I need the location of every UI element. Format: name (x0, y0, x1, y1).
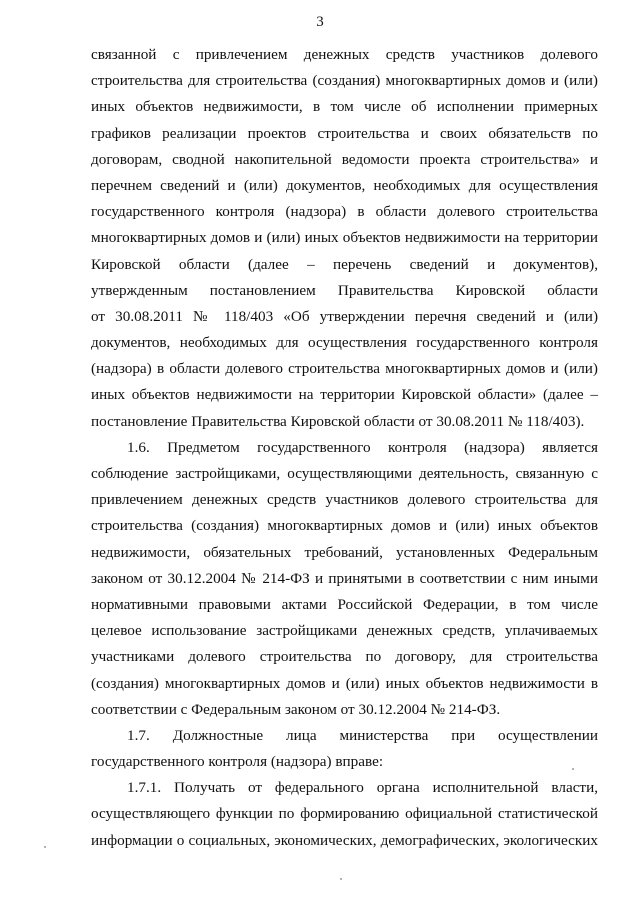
scan-speck (44, 846, 46, 848)
text-line: от 30.08.2011 № 118/403 «Об утверждении перечня сведений и (или) (91, 307, 598, 325)
text-line: постановление Правительства Кировской области от 30.08.2011 № 118/403). (91, 412, 585, 430)
text-line: привлечением денежных средств участников долевого строительства для (91, 491, 598, 509)
text-line: осуществляющего функции по формированию официальной статистической (91, 805, 598, 823)
text-line: Кировской области (далее – перечень сведений и документов), (91, 255, 598, 273)
text-line: многоквартирных домов и (или) иных объектов недвижимости на территории (91, 229, 598, 247)
text-line: перечнем сведений и (или) документов, необходимых для осуществления (91, 176, 598, 194)
text-line: (надзора) в области долевого строительства многоквартирных домов и (или) (91, 360, 598, 378)
text-line: связанной с привлечением денежных средств участников долевого (91, 46, 598, 63)
text-line: соблюдение застройщиками, осуществляющими деятельность, связанную с (91, 465, 598, 482)
text-line: 1.7.1. Получать от федерального органа исполнительной власти, (127, 779, 598, 797)
text-line: иных объектов недвижимости, в том числе об исполнении примерных (91, 98, 598, 116)
text-line: документов, необходимых для осуществления государственного контроля (91, 334, 598, 352)
scan-speck (572, 768, 574, 770)
text-line: участниками долевого строительства по договору, для строительства (91, 648, 598, 666)
page-number: 3 (316, 14, 324, 30)
text-line: строительства для строительства (создания) многоквартирных домов и (или) (91, 72, 598, 90)
text-line: договорам, сводной накопительной ведомости проекта строительства» и (91, 150, 598, 168)
text-line: 1.6. Предметом государственного контроля (надзора) является (127, 438, 598, 456)
text-line: государственного контроля (надзора) в области долевого строительства (91, 203, 598, 221)
document-body (91, 42, 598, 854)
text-line: иных объектов недвижимости на территории Кировской области» (далее – (91, 386, 598, 404)
text-line: соответствии с Федеральным законом от 30.12.2004 № 214-ФЗ. (91, 700, 501, 718)
text-line: недвижимости, обязательных требований, установленных Федеральным (91, 543, 598, 561)
text-line: (создания) многоквартирных домов и (или) иных объектов недвижимости в (91, 674, 598, 692)
text-line: утвержденным постановлением Правительства Кировской области (91, 281, 598, 299)
text-line: графиков реализации проектов строительства и своих обязательств по (91, 124, 598, 142)
text-line: целевое использование застройщиками денежных средств, уплачиваемых (91, 622, 598, 640)
text-line: государственного контроля (надзора) вправе: (91, 753, 384, 771)
scan-speck (340, 878, 342, 880)
text-line: законом от 30.12.2004 № 214-ФЗ и принятыми в соответствии с ним иными (91, 569, 598, 587)
text-line: информации о социальных, экономических, демографических, экологических (91, 831, 598, 849)
text-line: нормативными правовыми актами Российской Федерации, в том числе (91, 595, 598, 613)
text-line: 1.7. Должностные лица министерства при осуществлении (127, 726, 598, 744)
text-line: строительства (создания) многоквартирных домов и (или) иных объектов (91, 517, 598, 535)
